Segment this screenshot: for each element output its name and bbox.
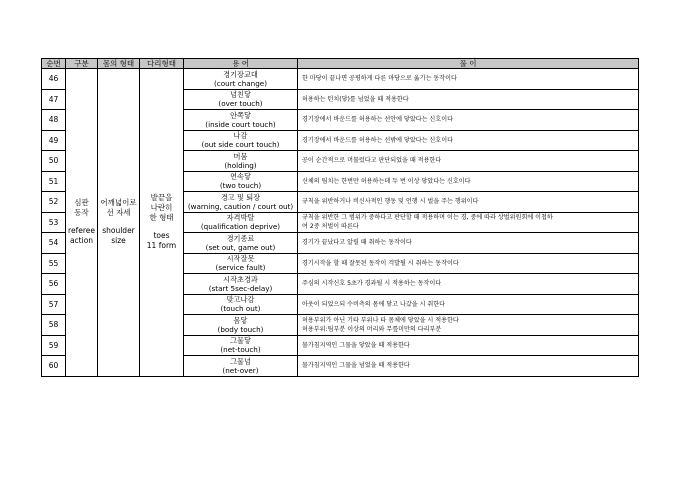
term-korean: 경고 및 퇴장 [220, 192, 261, 202]
explanation-line: 규칙을 위반한 그 범위가 중하다고 판단할 때 적용하며 이는 경, 중에 따라 상벌위원회에 이첩하 [302, 214, 553, 222]
term-cell [184, 192, 298, 213]
term-cell [184, 253, 298, 274]
term-english: (service fault) [215, 263, 266, 273]
table-row [42, 69, 639, 90]
row-number: 47 [42, 89, 66, 110]
term-korean: 경기장교대 [223, 69, 258, 79]
explanation-line: 여 2중 처벌이 따른다 [302, 223, 359, 231]
term-korean: 연속닿 [230, 172, 251, 182]
explanation-line: 아웃이 되었으되 수비측의 몸에 닿고 나갔을 시 취한다 [302, 300, 446, 308]
term-cell [184, 274, 298, 295]
explanation-line: 경기장에서 바운드를 허용하는 선안에 닿았다는 신호이다 [302, 116, 453, 124]
explanation-line: 경기장에서 바운드를 허용하는 선밖에 닿았다는 신호이다 [302, 136, 453, 144]
header-explanation: 풀 이 [298, 59, 639, 69]
term-english: (qualification deprive) [200, 222, 281, 232]
leg-form-ko-2: 나란히 [150, 203, 173, 213]
term-cell [184, 110, 298, 131]
term-korean: 그물닿 [230, 336, 251, 346]
term-english: (inside court touch) [205, 119, 276, 129]
explanation-cell [298, 212, 639, 233]
row-number: 50 [42, 151, 66, 172]
category-ko-2: 동작 [74, 208, 89, 218]
leg-form-en-1: toes [153, 231, 170, 241]
term-korean: 시작잘못 [226, 254, 255, 264]
explanation-line: 허용부위가 아닌 기타 부위나 타 몸체에 닿았을 시 적용한다 [302, 316, 459, 324]
explanation-cell [298, 294, 639, 315]
row-number: 49 [42, 130, 66, 151]
explanation-line: 주심의 시작신호 5초가 경과될 시 적용하는 동작이다 [302, 280, 442, 288]
referee-action-table [41, 58, 639, 377]
row-number: 60 [42, 356, 66, 377]
row-number: 46 [42, 69, 66, 90]
term-english: (body touch) [217, 324, 264, 334]
category-en-1: referee [68, 226, 95, 236]
term-korean: 맞고나감 [226, 295, 255, 305]
explanation-cell [298, 315, 639, 336]
body-form-en-1: shoulder [102, 226, 135, 236]
term-korean: 몸닿 [233, 315, 248, 325]
term-english: (set out, game out) [205, 242, 276, 252]
explanation-cell [298, 233, 639, 254]
row-number: 54 [42, 233, 66, 254]
term-cell [184, 130, 298, 151]
category-ko-1: 심판 [74, 198, 89, 208]
term-english: (court change) [213, 78, 268, 88]
category-en-2: action [69, 236, 94, 246]
body-form-en-2: size [111, 236, 126, 246]
row-number: 48 [42, 110, 66, 131]
term-cell [184, 315, 298, 336]
explanation-cell [298, 171, 639, 192]
explanation-line: 규칙을 위반하거나 비신사적인 행동 및 언행 시 벌을 주는 행위이다 [302, 198, 479, 206]
explanation-cell [298, 69, 639, 90]
explanation-cell [298, 335, 639, 356]
term-cell [184, 294, 298, 315]
term-korean: 나감 [233, 131, 248, 141]
explanation-line: 물가침지역인 그물을 닿았을 때 적용한다 [302, 341, 410, 349]
term-cell [184, 171, 298, 192]
leg-form-en-2: 11 form [146, 241, 177, 251]
term-korean: 넘친닿 [230, 90, 251, 100]
explanation-cell [298, 356, 639, 377]
explanation-line: 한 마당이 끝나면 공평하게 다른 마당으로 옮기는 동작이다 [302, 75, 457, 83]
header-row [42, 59, 639, 69]
explanation-cell [298, 110, 639, 131]
leg-form-ko-3: 한 형태 [149, 213, 174, 223]
term-english: (out side court touch) [201, 140, 280, 150]
row-number: 56 [42, 274, 66, 295]
explanation-line: 허용하는 턴치(닿)를 넘었을 때 적용한다 [302, 95, 409, 103]
explanation-cell [298, 274, 639, 295]
term-cell [184, 69, 298, 90]
term-cell [184, 212, 298, 233]
leg-form-ko-1: 발끝을 [150, 193, 173, 203]
term-english: (holding) [224, 160, 257, 170]
explanation-line: 경기시작을 할 때 잘못된 동작이 걱발될 시 취하는 동작이다 [302, 259, 459, 267]
term-korean: 자격박탈 [226, 213, 255, 223]
row-number: 55 [42, 253, 66, 274]
term-korean: 안쪽닿 [230, 110, 251, 120]
term-english: (net-over) [222, 365, 259, 375]
term-cell [184, 151, 298, 172]
explanation-cell [298, 130, 639, 151]
term-cell [184, 335, 298, 356]
term-cell [184, 356, 298, 377]
header-leg-form: 다리형태 [140, 59, 184, 69]
row-number: 58 [42, 315, 66, 336]
header-term: 용 어 [184, 59, 298, 69]
term-english: (two touch) [219, 181, 262, 191]
explanation-cell [298, 151, 639, 172]
row-number: 52 [42, 192, 66, 213]
term-cell [184, 233, 298, 254]
term-korean: 그물넘 [230, 356, 251, 366]
term-korean: 시작초경과 [223, 274, 258, 284]
body-form-cell [98, 69, 140, 377]
category-cell [66, 69, 98, 377]
header-category: 구분 [66, 59, 98, 69]
explanation-cell [298, 192, 639, 213]
leg-form-cell [140, 69, 184, 377]
explanation-line: 허용부위:팀부분 이상의 머리와 무릎미만의 다리부분 [302, 325, 442, 333]
row-number: 53 [42, 212, 66, 233]
row-number: 51 [42, 171, 66, 192]
term-cell [184, 89, 298, 110]
explanation-cell [298, 253, 639, 274]
header-number: 순번 [42, 59, 66, 69]
explanation-line: 신체의 팀치는 한번만 허용하는데 두 번 이상 닿았다는 신호이다 [302, 177, 471, 185]
row-number: 59 [42, 335, 66, 356]
term-korean: 머뭄 [233, 151, 248, 161]
term-english: (start 5sec-delay) [208, 283, 273, 293]
explanation-cell [298, 89, 639, 110]
term-english: (over touch) [218, 99, 263, 109]
header-body-form: 몸의 형태 [98, 59, 140, 69]
explanation-line: 공이 순간적으로 머물렀다고 판단되었을 때 적용한다 [302, 157, 442, 165]
term-english: (net-touch) [220, 345, 261, 355]
explanation-line: 경기가 끝났다고 알릴 때 취하는 동작이다 [302, 239, 412, 247]
body-form-ko-2: 선 자세 [106, 208, 131, 218]
term-english: (warning, caution / court out) [187, 201, 294, 211]
explanation-line: 물가침지역인 그물을 넘었을 때 적용한다 [302, 362, 410, 370]
row-number: 57 [42, 294, 66, 315]
body-form-ko-1: 어깨넓이로 [100, 198, 137, 208]
term-korean: 경기종료 [226, 233, 255, 243]
term-english: (touch out) [220, 304, 261, 314]
